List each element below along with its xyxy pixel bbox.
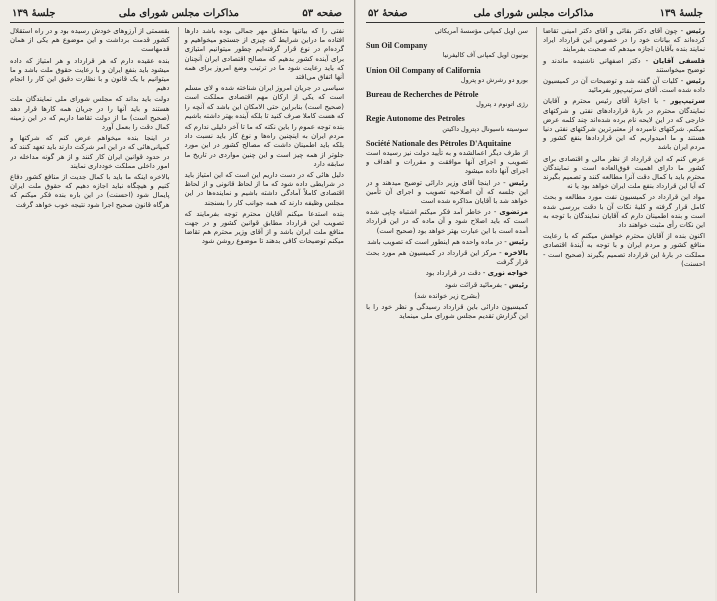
speaker-name: سرتیپ‌پور <box>670 97 705 106</box>
left-page <box>0 0 356 601</box>
speech-text: مرکز این قرارداد در کمیسیون هم مورد بحث قرار گرفت <box>366 249 528 267</box>
reading-note: (بشرح زیر خوانده شد) <box>414 291 480 300</box>
right-page-number: صفحهٔ ۵۲ <box>368 8 408 19</box>
left-page-header <box>10 6 344 23</box>
speech-paragraph: اکنون بنده از آقایان محترم خواهش میکنم که با رعایت منافع کشور و مردم ایران و با توجه به آیندهٔ اقتصادی مملکت در بارهٔ این قرارداد تصمیم بگیرند (صحیح است - احسنت) <box>543 232 705 268</box>
speech-paragraph: بالاخره - مرکز این قرارداد در کمیسیون هم مورد بحث قرار گرفت <box>366 249 528 267</box>
speech-paragraph: مرتضوی - در خاطر آمد فکر میکنم اشتباه چاپی شده است که باید اصلاح شود و آن ماده که در این قرارداد آمده است با این عبارت بهتر خواهد بود (صحیح است) <box>366 208 528 235</box>
speech-text: در ماده واحده هم اینطور است که تصویب باشد <box>367 237 503 246</box>
speaker-name: رئیس <box>508 280 528 289</box>
paragraph: در اینجا بنده میخواهم عرض کنم که شرکتها و کمپانی‌هائی که در این امر شرکت دارند باید تعهد کنند که در حدود قوانین ایران کار کنند و از هر گونه مداخله در امور داخلی مملکت خودداری نمایند <box>10 134 170 170</box>
left-page-columns <box>10 27 344 593</box>
paragraph: کمیسیون دارائی باین قرارداد رسیدگی و نظر خود را با این گزارش تقدیم مجلس شورای ملی مینماید <box>366 303 528 321</box>
speech-text: با اجازهٔ آقای رئیس محترم و آقایان نمایندگان محترم در بارهٔ قراردادهای نفتی و شرکتهای خارجی که در این لایحه نام برده شده‌اند چند کلمه عرض میکنم. شرکتهای نامبرده از معتبرترین شرکتهای نفتی دنیا هستند و ما امیدواریم که این قراردادها بنفع کشور و مردم ایران باشد <box>543 97 705 152</box>
company-latin-name: Sun Oil Company <box>366 41 428 51</box>
left-page-number: صفحه ۵۳ <box>302 8 342 19</box>
company-latin-name: Union Oil Company of California <box>366 65 481 75</box>
paragraph: نفتی را که بیاتنها متعلق مهر جمالی بوده باشد دارها افتاده ما دراین شرایط که چیزی از جستجو میخواهیم و گرده‌ام در نوع قرار گرفته‌ایم چطور میتوانیم امتیازی برای آینده کشور بدهیم که مصالح اقتصادی ایران آنچنان که باید رعایت شود ما در ترتیب وضع امروز برای همه آنها اتفاق می‌افتد <box>184 27 344 82</box>
speech-paragraph: فلسفی آقایان - دکتر اصفهانی ناشنیده ماندند و توضیح میخواستند <box>543 56 705 74</box>
company-persian-name: یونیون اویل کمپانی آف کالیفرنیا <box>442 51 528 60</box>
company-persian-name: سوسیته ناسیونال دپترول داکیتن <box>442 124 528 133</box>
right-journal-title: مذاکرات مجلس شورای ملی <box>473 8 594 19</box>
right-page-right-column <box>536 27 705 593</box>
paragraph: سیاسی در جریان امروز ایران شناخته شده و لای مسلم است که یکی از ارکان مهم اقتصادی مملکت است (صحیح است) بنابراین حتی الامکان این باشد که آنچه را که هست کاملا صرف کنید تا بلکه آینده بهتر داشته باشیم <box>184 84 344 120</box>
company-latin-name: Société Nationale des Pétroles D'Aquitaine <box>366 138 512 148</box>
right-page-left-column <box>366 27 528 593</box>
left-page-left-column <box>10 27 170 593</box>
speech-paragraph: عرض کنم که این قرارداد از نظر مالی و اقتصادی برای کشور ما دارای اهمیت فوق‌العاده است و نمایندگان محترم باید با کمال دقت آنرا مطالعه کنند و تصمیم بگیرند که آیا این قرارداد بنفع ملت ایران خواهد بود یا نه <box>543 154 705 191</box>
speech-text: کلیات آن گفته شد و توضیحات آن در کمیسیون داده شده است. آقای سرتیپ‌پور بفرمائید <box>543 77 705 95</box>
paragraph: بنده استدعا میکنم آقایان محترم توجه بفرمایند که تصویب این قرارداد مطابق قوانین کشور و در جهت منافع ملت ایران باشد و از آقای وزیر محترم هم تقاضا میکنم توضیحات کافی بدهند تا موضوع روشن شود <box>184 209 344 246</box>
speaker-name: فلسفی آقایان <box>653 56 705 65</box>
speech-text: دکتر اصفهانی ناشنیده ماندند و توضیح میخواستند <box>543 56 705 74</box>
company-latin-name: Regie Autonome des Petroles <box>366 114 465 124</box>
company-persian-name: بورو دو رشرش دو پترول <box>460 75 528 84</box>
speech-text: دقت در قرارداد بود <box>425 269 481 278</box>
speaker-name: رئیس <box>508 237 528 246</box>
speech-text: در اینجا آقای وزیر دارائی توضیح میدهند و در این جلسه که آن اصلاحیه تصویب و اجرای آن تأمین خواهد شد با آقایان مذاکره شده است <box>366 178 528 206</box>
speech-paragraph: مواد این قرارداد در کمیسیون نفت مورد مطالعه و بحث کامل قرار گرفته و کلیهٔ نکات آن با دقت بررسی شده است و بنده اطمینان دارم که آقایان نمایندگان با توجه به این نکات رأی مثبت خواهند داد <box>543 193 705 230</box>
left-session-number: جلسهٔ ۱۳۹ <box>12 8 56 19</box>
speaker-name: خواجه نوری <box>487 269 528 278</box>
left-journal-title: مذاکرات مجلس شورای ملی <box>118 8 239 19</box>
speech-paragraph: رئیس - چون آقای دکتر بقائی و آقای دکتر امینی تقاضا کرده‌اند که بیانات خود را در خصوص این قرارداد ایراد نمایند بنده بآقایان اجازه میدهم که صحبت بفرمایند <box>543 27 705 54</box>
speech-paragraph: رئیس - در ماده واحده هم اینطور است که تصویب باشد <box>367 237 528 246</box>
speech-text: بفرمائید قرائت شود <box>444 280 503 289</box>
speaker-name: رئیس <box>508 178 528 187</box>
paragraph: بنده توجه عموم را باین نکته که ما تا آخر دلیلی ندارم که مردم ایران به اینچنین راه‌ها و نوع کار باید نسبت داد بلکه باید اطمینان داشت که مصالح کشور در این مورد جلوتر از همه چیز است و این چنین مواردی در تاریخ ما سابقه دارد <box>184 123 344 168</box>
left-page-right-column <box>178 27 345 593</box>
right-page-header <box>366 6 705 23</box>
paragraph: بنده عقیده دارم که هر قرارداد و هر امتیاز که داده میشود باید بنفع ایران و با رعایت حقوق ملت باشد و ما میتوانیم با یک قانون و با نظارت دقیق این کار را انجام دهیم <box>10 56 170 93</box>
company-list <box>366 27 528 148</box>
right-page <box>356 0 715 601</box>
right-page-columns <box>366 27 705 593</box>
company-persian-name: رژی اتونوم د پترول <box>476 100 528 109</box>
paragraph: بالاخره اینکه ما باید با کمال جدیت از منافع کشور دفاع کنیم و هیچگاه نباید اجازه دهیم که حقوق ملت ایران پایمال شود (احسنت) در این باره بنده فکر میکنم که هرگاه قانون صحیح اجرا شود نتیجه خوب خواهد گرفت <box>10 173 170 209</box>
company-latin-name: Bureau de Recherches de Pétrole <box>366 90 479 100</box>
speaker-name: رئیس <box>685 77 705 86</box>
speech-text: در خاطر آمد فکر میکنم اشتباه چاپی شده است که باید اصلاح شود و آن ماده که در این قرارداد آمده است با این عبارت بهتر خواهد بود (صحیح است) <box>366 208 528 235</box>
right-session-number: جلسهٔ ۱۳۹ <box>659 8 703 19</box>
speaker-name: رئیس <box>685 27 705 35</box>
paragraph: دلیل هائی که در دست داریم این است که این امتیاز باید در شرایطی داده شود که ما از لحاظ قانونی و از لحاظ اقتصادی کاملاً آمادگی داشته باشیم و نماینده‌ها در این مجلس وظیفه دارند که همه جوانب کار را بسنجند <box>184 171 344 207</box>
company-persian-name: سن اویل کمپانی مؤسسهٔ آمریکائی <box>434 27 528 35</box>
speaker-name: مرتضوی <box>499 208 528 217</box>
speech-paragraph: رئیس - بفرمائید قرائت شود <box>444 280 528 289</box>
speaker-name: بالاخره <box>504 249 528 258</box>
paragraph: دولت باید بداند که مجلس شورای ملی نمایندگان ملت هستند و باید آنها را در جریان همه کارها قرار دهد (صحیح است) ما از دولت تقاضا داریم که در این زمینه کمال دقت را بعمل آورد <box>10 95 170 132</box>
speech-text: چون آقای دکتر بقائی و آقای دکتر امینی تقاضا کرده‌اند که بیانات خود را در خصوص این قرارداد ایراد نمایند بنده بآقایان اجازه میدهم که صحبت بفرمایند <box>543 27 705 54</box>
speech-paragraph: سرتیپ‌پور - با اجازهٔ آقای رئیس محترم و آقایان نمایندگان محترم در بارهٔ قراردادهای نفتی و شرکتهای خارجی که در این لایحه نام برده شده‌اند چند کلمه عرض میکنم. شرکتهای نامبرده از معتبرترین شرکتهای نفتی دنیا هستند و ما امیدواریم که این قراردادها بنفع کشور و مردم ایران باشد <box>543 97 705 152</box>
speech-text: از طرف دیگر اعمالشده و به تأیید دولت نیز رسیده است تصویب و اجرای آنها موافقت و مقررات و اهداف و اجرای آنها داده میشود <box>366 149 528 176</box>
speech-paragraph: رئیس - کلیات آن گفته شد و توضیحات آن در کمیسیون داده شده است. آقای سرتیپ‌پور بفرمائید <box>543 77 705 95</box>
speech-paragraph: رئیس - در اینجا آقای وزیر دارائی توضیح میدهند و در این جلسه که آن اصلاحیه تصویب و اجرای آن تأمین خواهد شد با آقایان مذاکره شده است <box>366 178 528 206</box>
speech-paragraph: خواجه نوری - دقت در قرارداد بود <box>425 269 528 278</box>
paragraph: بقسمتی از آرزوهای خودش رسیده بود و در راه استقلال کشور قدمت برداشت و این موضوع هم یکی از همان قدمهاست <box>10 27 170 54</box>
speech-paragraph <box>366 149 528 177</box>
